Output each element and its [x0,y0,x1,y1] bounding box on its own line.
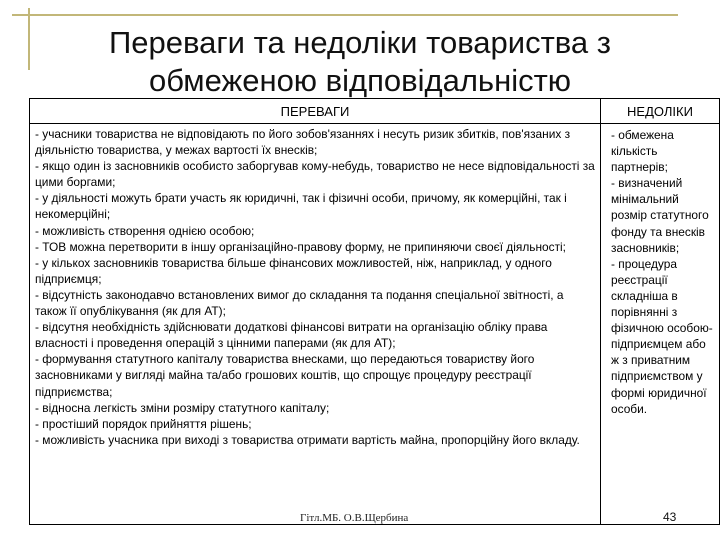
advantage-item: - можливість створення однією особою; [35,223,255,238]
disadvantage-item: - визначений мінімальний розмір статутного фонду та внесків засновників; [611,176,709,255]
slide-title-line-2: обмеженою відповідальністю [148,63,572,98]
advantage-item: - у діяльності можуть брати участь як юридичні, так і фізичні особи, причому, як комерційні, так і некомерційні; [35,191,567,222]
disadvantage-item: - процедура реєстрації складніша в порівнянні з фізичною особою-підприємцем або ж з приватним підприємством у формі юридичної особи. [611,256,713,416]
slide-title [40,24,680,100]
advantage-item: - якщо один із засновників особисто заборгував кому-небудь, товариство не несе відповідальності за цими боргами; [35,159,595,190]
decorative-vertical-line [28,8,30,70]
table-body-row [30,124,720,525]
advantage-item: - учасники товариства не відповідають по його зобов'язаннях і несуть ризик збитків, пов'язаних з діяльністю товариства, у межах вартості їх внесків; [35,127,571,158]
disadvantages-cell [601,124,720,525]
page-number: 43 [663,510,677,524]
advantage-item: - формування статутного капіталу товариства внесками, що передаються товариству його засновниками у вигляді майна та/або грошових коштів, що спрощує процедуру реєстрації підприємства; [35,352,535,399]
disadvantages-header: НЕДОЛІКИ [601,99,720,124]
advantages-header: ПЕРЕВАГИ [30,99,601,124]
decorative-horizontal-line [12,14,678,16]
advantages-cell [30,124,601,525]
comparison-table [29,98,720,525]
slide-title-line-1: Переваги та недоліки товариства з [109,25,611,60]
advantage-item: - відсутня необхідність здійснювати додаткові фінансові витрати на організацію обліку права власності і проведення операцій з цінними паперами (як для АТ); [35,320,548,351]
footer-author: Гітл.МБ. О.В.Щербина [300,512,409,524]
advantage-item: - можливість учасника при виході з товариства отримати вартість майна, пропорційну його вкладу. [35,432,580,447]
advantage-item: - у кількох засновників товариства більше фінансових можливостей, ніж, наприклад, у одного підприємця; [35,255,552,286]
table-header-row [30,99,720,124]
advantage-item: - відсутність законодавчо встановлених вимог до складання та подання спеціальної звітності, а також її опублікування (як для АТ); [35,287,564,319]
advantage-item: - простіший порядок прийняття рішень; [35,416,252,431]
disadvantage-item: - обмежена кількість партнерів; [611,128,674,175]
advantage-item: - ТОВ можна перетворити в іншу організаційно-правову форму, не припиняючи своєї діяльності; [35,239,566,254]
advantage-item: - відносна легкість зміни розміру статутного капіталу; [35,400,330,415]
